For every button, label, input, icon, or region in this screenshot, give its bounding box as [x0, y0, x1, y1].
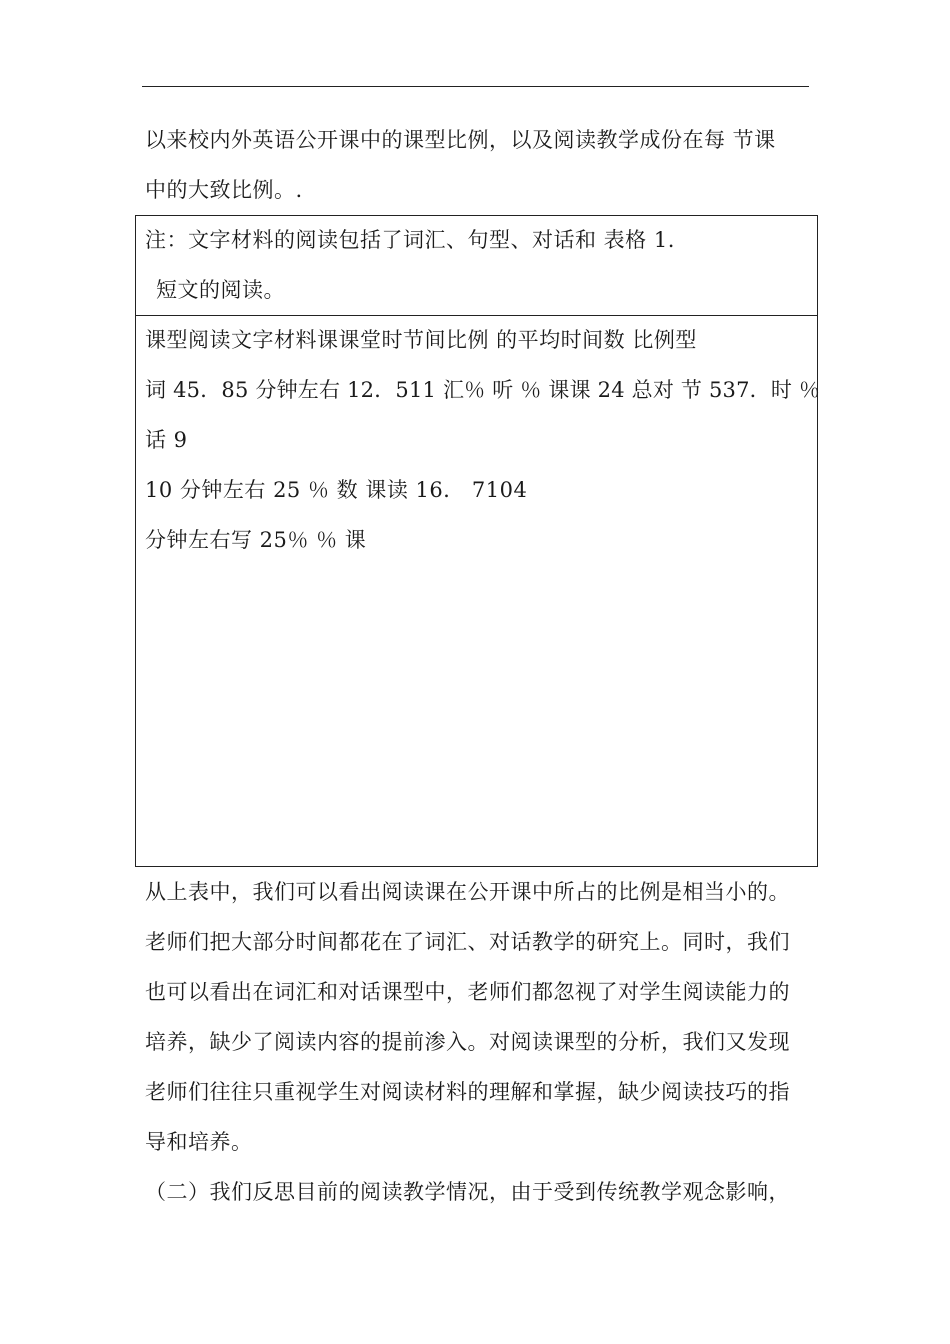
intro-line-2: 中的大致比例。. — [145, 178, 303, 202]
note-line-1: 注：文字材料的阅读包括了词汇、句型、对话和 表格 1. — [145, 228, 675, 252]
body-paragraph-line: 培养，缺少了阅读内容的提前渗入。对阅读课型的分析，我们又发现 — [145, 1030, 790, 1054]
intro-line-1: 以来校内外英语公开课中的课型比例，以及阅读教学成份在每 节课 — [145, 128, 776, 152]
table-row: 话 9 — [145, 428, 188, 452]
table-row: 课型阅读文字材料课课堂时节间比例 的平均时间数 比例型 — [145, 328, 697, 352]
body-paragraph-line: 老师们往往只重视学生对阅读材料的理解和掌握，缺少阅读技巧的指 — [145, 1080, 790, 1104]
body-paragraph-line: 也可以看出在词汇和对话课型中，老师们都忽视了对学生阅读能力的 — [145, 980, 790, 1004]
body-paragraph-line: 老师们把大部分时间都花在了词汇、对话教学的研究上。同时，我们 — [145, 930, 790, 954]
table-row: 词 45．85 分钟左右 12．511 汇％ 听 ％ 课课 24 总对 节 537．时 ％ — [145, 378, 821, 402]
header-rule — [142, 86, 809, 87]
section-heading-line: （二）我们反思目前的阅读教学情况，由于受到传统教学观念影响， — [145, 1180, 790, 1204]
note-line-2: 短文的阅读。 — [156, 278, 285, 302]
body-paragraph-line: 导和培养。 — [145, 1130, 253, 1154]
table-row: 分钟左右写 25％ ％ 课 — [145, 528, 367, 552]
body-paragraph-line: 从上表中，我们可以看出阅读课在公开课中所占的比例是相当小的。 — [145, 880, 790, 904]
table-row: 10 分钟左右 25 ％ 数 课读 16． 7104 — [145, 478, 528, 502]
